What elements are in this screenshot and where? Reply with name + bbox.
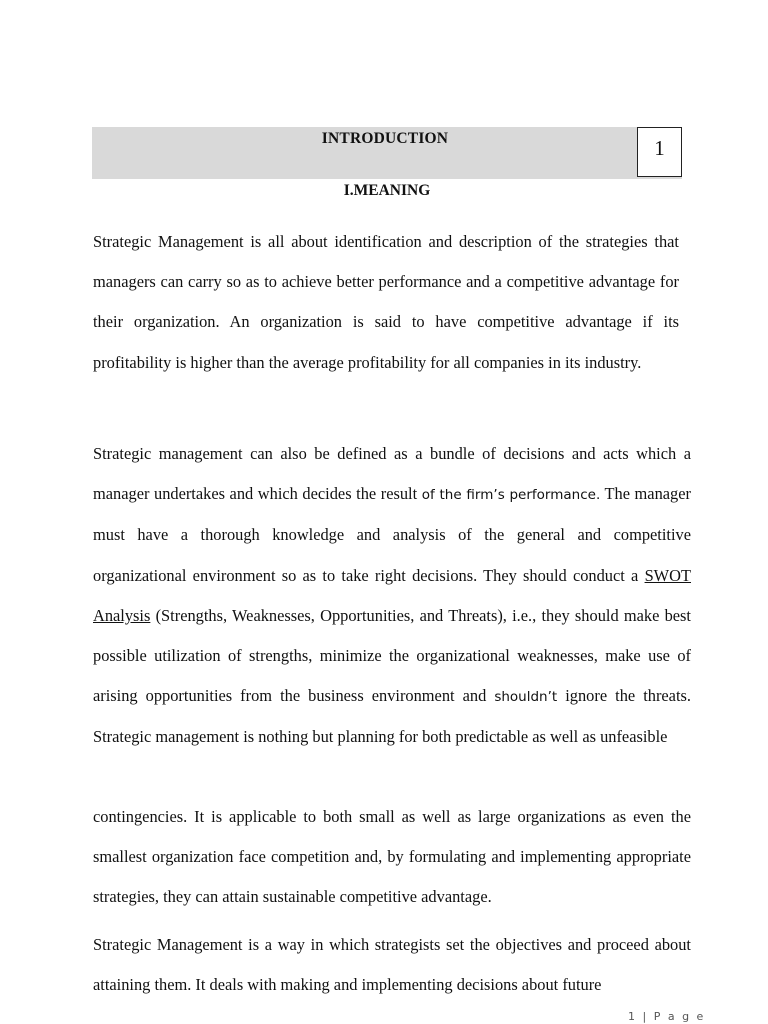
paragraph-decisions (93, 434, 691, 758)
chapter-title: INTRODUCTION (321, 130, 449, 147)
paragraph-text: of the firm’s performance. (421, 487, 601, 504)
paragraph-text: shouldn’t (494, 689, 558, 706)
paragraph-definition: Strategic Management is all about identification and description of the strategies that managers can carry so as to achieve better performance and a competitive advantage for their organization. An organization is said to have competitive advantage if its profitability is higher than the average profitability for all companies in its industry. (93, 232, 679, 372)
paragraph-objectives: Strategic Management is a way in which strategists set the objectives and proceed about attaining them. It deals with making and implementing decisions about future (93, 935, 691, 995)
page-number-footer: 1 | P a g e (628, 1010, 706, 1023)
paragraph-text: ignore the threats. Strategic management is nothing but planning for both predictable as well as unfeasible (93, 686, 691, 747)
chapter-number-box: 1 (637, 127, 682, 177)
paragraph-text: The manager must have a thorough knowledge and analysis of the general and competitive organizational environment so as to take right decisions. They should conduct a (93, 484, 691, 585)
paragraph-text: (Strengths, Weaknesses, Opportunities, and Threats), i.e., they should make best possible utilization of strengths, minimize the organizational weaknesses, make use of arising opportunities from the business environment and (93, 605, 691, 706)
chapter-header-band (92, 127, 682, 179)
section-heading: I.MEANING (343, 182, 431, 199)
paragraph-text: Strategic management can also be defined as a bundle of decisions and acts which a manager undertakes and which decides the result (93, 444, 691, 504)
swot-analysis-link[interactable]: SWOT Analysis (93, 565, 691, 625)
paragraph-contingencies: contingencies. It is applicable to both small as well as large organizations as even the smallest organization face competition and, by formulating and implementing appropriate strategies, they can attain sustainable competitive advantage. (93, 807, 691, 907)
